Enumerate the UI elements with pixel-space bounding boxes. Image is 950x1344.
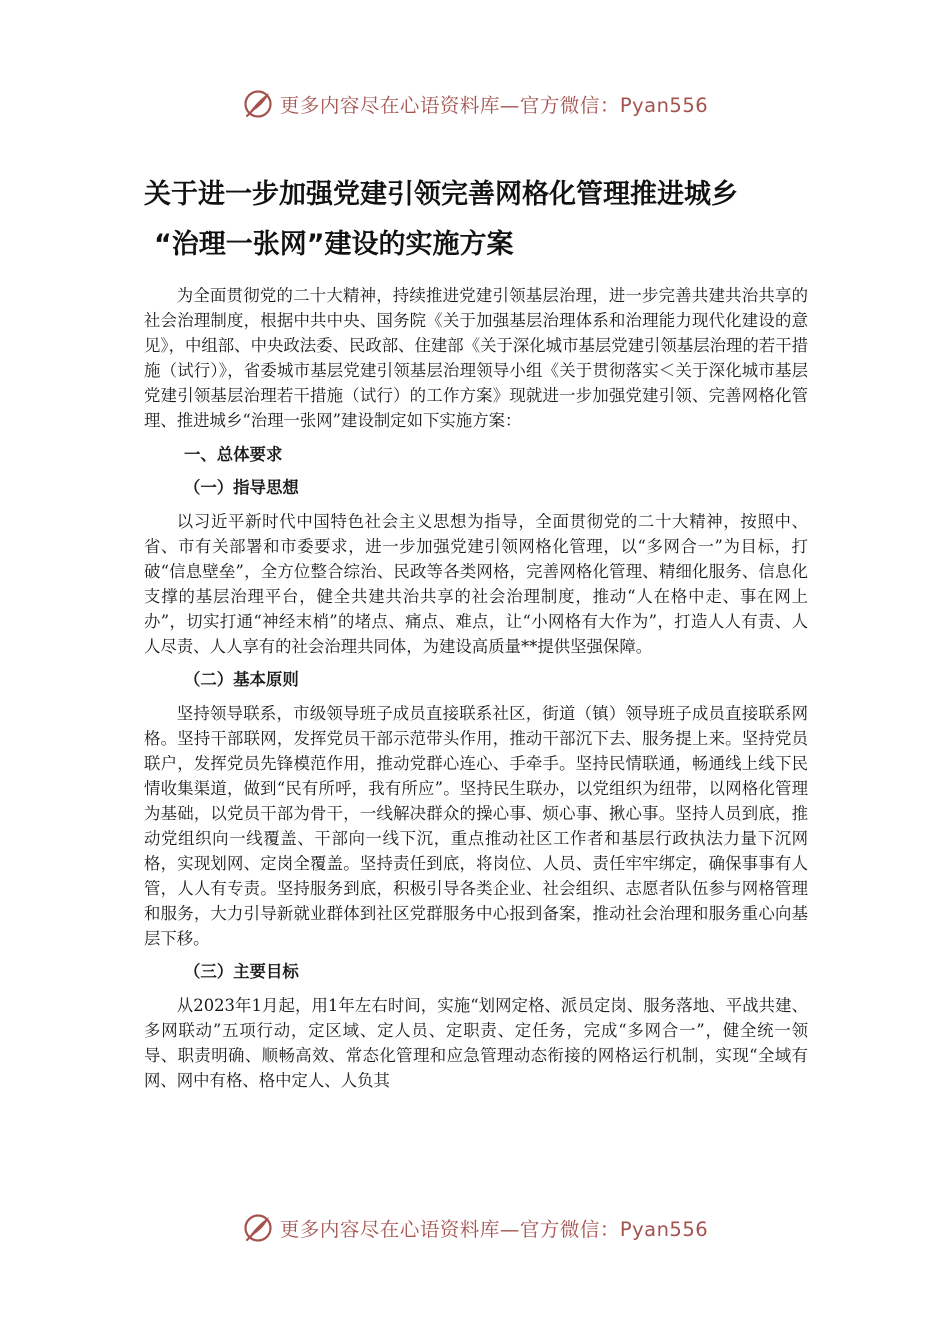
subsection-heading-main-goals: （三）主要目标 [184, 962, 299, 981]
document-body [144, 283, 808, 1093]
subsection-heading-guiding-ideology: （一）指导思想 [184, 478, 299, 497]
document-title-line-2: “治理一张网”建设的实施方案 [154, 229, 514, 260]
feather-pen-logo-icon [242, 88, 274, 120]
watermark-banner-top [0, 84, 950, 124]
document-title-line-1: 关于进一步加强党建引领完善网格化管理推进城乡 [144, 179, 738, 210]
intro-paragraph: 为全面贯彻党的二十大精神，持续推进党建引领基层治理，进一步完善共建共治共享的社会治理制度，根据中共中央、国务院《关于加强基层治理体系和治理能力现代化建设的意见》，中组部、中央政法委、民政部、住建部《关于深化城市基层党建引领基层治理的若干措施（试行）》，省委城市基层党建引领基层治理领导小组《关于贯彻落实＜关于深化城市基层党建引领基层治理若干措施（试行）的工作方案》现就进一步加强党建引领、完善网格化管理、推进城乡“治理一张网”建设制定如下实施方案： [144, 286, 808, 430]
basic-principles-paragraph: 坚持领导联系，市级领导班子成员直接联系社区，街道（镇）领导班子成员直接联系网格。坚持干部联网，发挥党员干部示范带头作用，推动干部沉下去、服务提上来。坚持党员联户，发挥党员先锋模范作用，推动党群心连心、手牵手。坚持民情联通，畅通线上线下民情收集渠道，做到“民有所呼，我有所应”。坚持民生联办，以党组织为纽带，以网格化管理为基础，以党员干部为骨干，一线解决群众的操心事、烦心事、揪心事。坚持人员到底，推动党组织向一线覆盖、干部向一线下沉，重点推动社区工作者和基层行政执法力量下沉网格，实现划网、定岗全覆盖。坚持责任到底，将岗位、人员、责任牢牢绑定，确保事事有人管，人人有专责。坚持服务到底，积极引导各类企业、社会组织、志愿者队伍参与网格管理和服务，大力引导新就业群体到社区党群服务中心报到备案，推动社会治理和服务重心向基层下移。 [144, 704, 808, 948]
watermark-text: 更多内容尽在心语资料库—官方微信：Pyan556 [279, 94, 709, 117]
guiding-ideology-paragraph: 以习近平新时代中国特色社会主义思想为指导，全面贯彻党的二十大精神，按照中、省、市有关部署和市委要求，进一步加强党建引领网格化管理，以“多网合一”为目标，打破“信息壁垒”，全方位整合综治、民政等各类网格，完善网格化管理、精细化服务、信息化支撑的基层治理平台，健全共建共治共享的社会治理制度，推动“人在格中走、事在网上办”，切实打通“神经末梢”的堵点、痛点、难点，让“小网格有大作为”，打造人人有责、人人尽责、人人享有的社会治理共同体，为建设高质量**提供坚强保障。 [144, 512, 808, 656]
watermark-banner-bottom [0, 1208, 950, 1248]
section-heading-general-requirements: 一、总体要求 [184, 445, 283, 464]
watermark-text: 更多内容尽在心语资料库—官方微信：Pyan556 [279, 1218, 709, 1241]
feather-pen-logo-icon [242, 1212, 274, 1244]
main-goals-paragraph: 从2023年1月起，用1年左右时间，实施“划网定格、派员定岗、服务落地、平战共建、多网联动”五项行动，定区域、定人员、定职责、定任务，完成“多网合一”，健全统一领导、职责明确、顺畅高效、常态化管理和应急管理动态衔接的网格运行机制，实现“全域有网、网中有格、格中定人、人负其 [144, 996, 808, 1090]
subsection-heading-basic-principles: （二）基本原则 [184, 670, 299, 689]
